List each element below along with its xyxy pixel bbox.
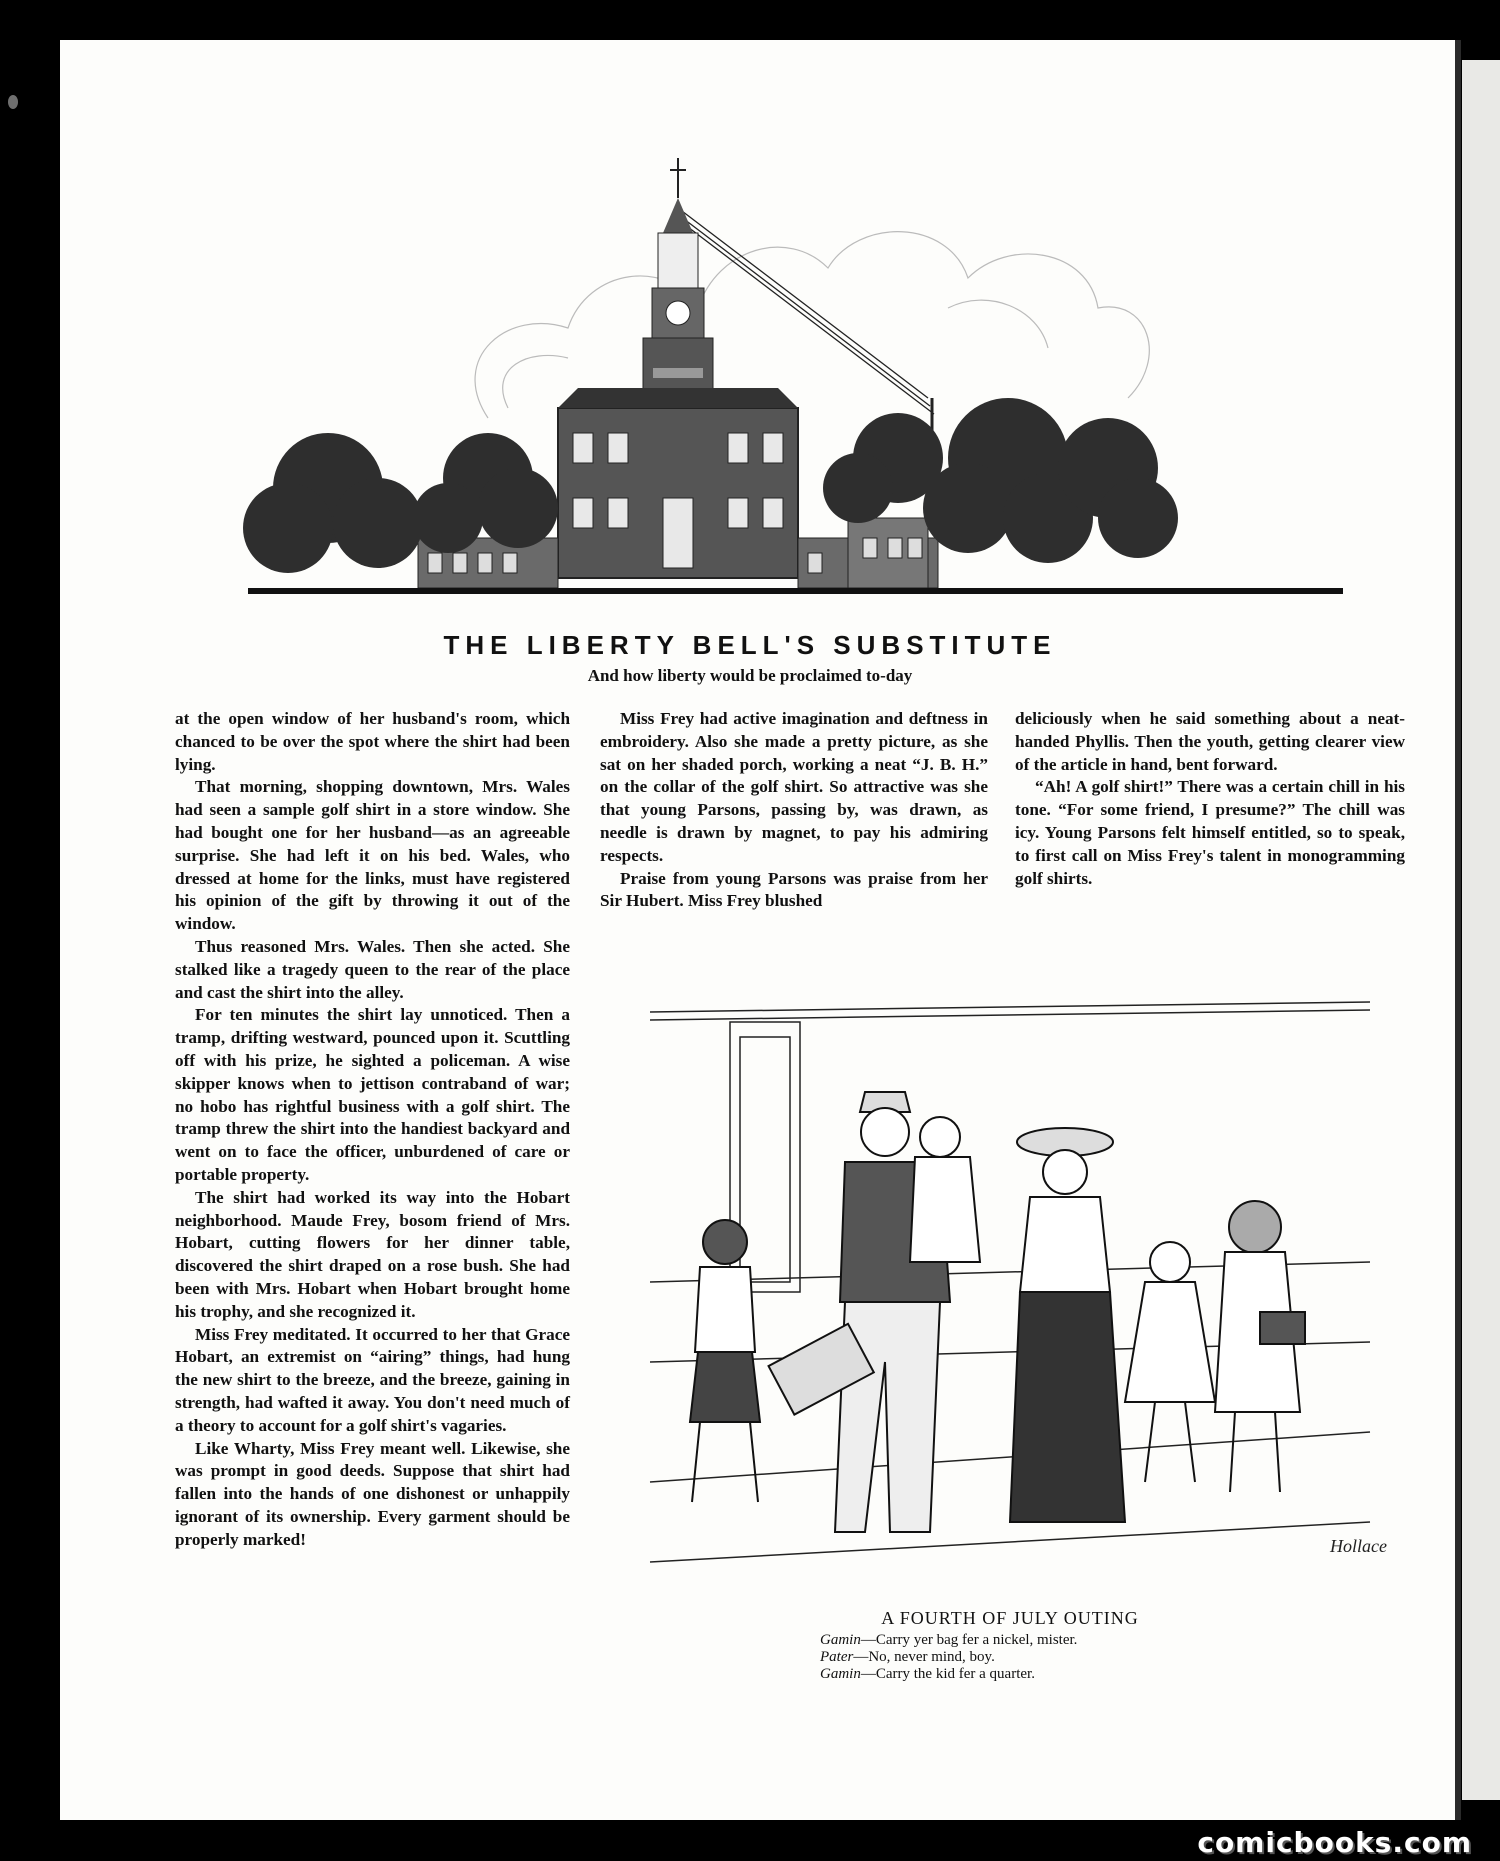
paragraph: For ten minutes the shirt lay unnoticed. Then a tramp, drifting westward, pounced upon it. Scuttling off with his prize, he sighted a policeman. A wise skipper knows when to jettison contraband of war; no hobo has rightful business with a golf shirt. The tramp threw the shirt into the handiest backyard and went on to face the officer, unburdened of care or portable property. [175, 1005, 570, 1184]
artist-signature: Hollace [1330, 1536, 1387, 1556]
scan-speck [8, 95, 18, 109]
paragraph: deliciously when he said something about a neat-handed Phyllis. Then the youth, getting clearer view of the article in hand, bent forward. [1015, 709, 1405, 774]
dialogue-line: Gamin—Carry yer bag fer a nickel, mister. [820, 1632, 1078, 1648]
paragraph: Praise from young Parsons was praise from her Sir Hubert. Miss Frey blushed [600, 868, 988, 911]
dialogue-line: Gamin—Carry the kid fer a quarter. [820, 1666, 1035, 1682]
fourth-of-july-cartoon [640, 962, 1387, 1602]
article-title: THE LIBERTY BELL'S SUBSTITUTE [443, 630, 1057, 660]
paragraph: That morning, shopping downtown, Mrs. Wales had seen a sample golf shirt in a store window. She had bought one for her husband—as an agreeable surprise. She had left it on his bed. Wales, who dressed at home for the links, must have registered his opinion of the gift by throwing it out of the window. [175, 777, 570, 934]
independence-hall-illustration [248, 158, 1343, 610]
dialogue-line: Pater—No, never mind, boy. [820, 1649, 995, 1665]
paragraph: Miss Frey meditated. It occurred to her that Grace Hobart, an extremist on “airing” things, had hung the new shirt to the breeze, and the breeze, gaining in strength, had wafted it away. You don't need much of a theory to account for a golf shirt's vagaries. [175, 1324, 570, 1435]
site-watermark: comicbooks.com [1197, 1826, 1472, 1859]
facing-page-edge [1462, 60, 1500, 1800]
paragraph: “Ah! A golf shirt!” There was a certain chill in his tone. “For some friend, I presume?” The chill was icy. Young Parsons felt himself entitled, so to speak, to first call on Miss Frey's talent in monogramming golf shirts. [1015, 777, 1405, 888]
text-column-3 [1015, 708, 1405, 890]
article-subtitle: And how liberty would be proclaimed to-day [587, 666, 913, 685]
paragraph: Thus reasoned Mrs. Wales. Then she acted. She stalked like a tragedy queen to the rear of the place and cast the shirt into the alley. [175, 936, 570, 1002]
paragraph: Miss Frey had active imagination and deftness in embroidery. Also she made a pretty picture, as she sat on her shaded porch, working a neat “J. B. H.” on the collar of the golf shirt. So attractive was she that young Parsons, passing by, was drawn, as needle is drawn by magnet, to pay his admiring respects. [600, 709, 988, 865]
text-column-2 [600, 708, 988, 913]
text-column-1 [175, 708, 570, 1551]
paragraph: The shirt had worked its way into the Hobart neighborhood. Maude Frey, bosom friend of Mrs. Hobart, cutting flowers for her dinner table, discovered the shirt draped on a rose bush. She had been with Mrs. Hobart when Hobart brought home his trophy, and she recognized it. [175, 1187, 570, 1321]
paragraph: at the open window of her husband's room, which chanced to be over the spot where the shirt had been lying. [175, 709, 570, 774]
paragraph: Like Wharty, Miss Frey meant well. Likewise, she was prompt in good deeds. Suppose that shirt had fallen into the hands of one dishonest or unhappily ignorant of its ownership. Every garment should be properly marked! [175, 1438, 570, 1549]
cartoon-dialogue [820, 1632, 1077, 1683]
cartoon-caption-title: A FOURTH OF JULY OUTING [881, 1608, 1139, 1628]
